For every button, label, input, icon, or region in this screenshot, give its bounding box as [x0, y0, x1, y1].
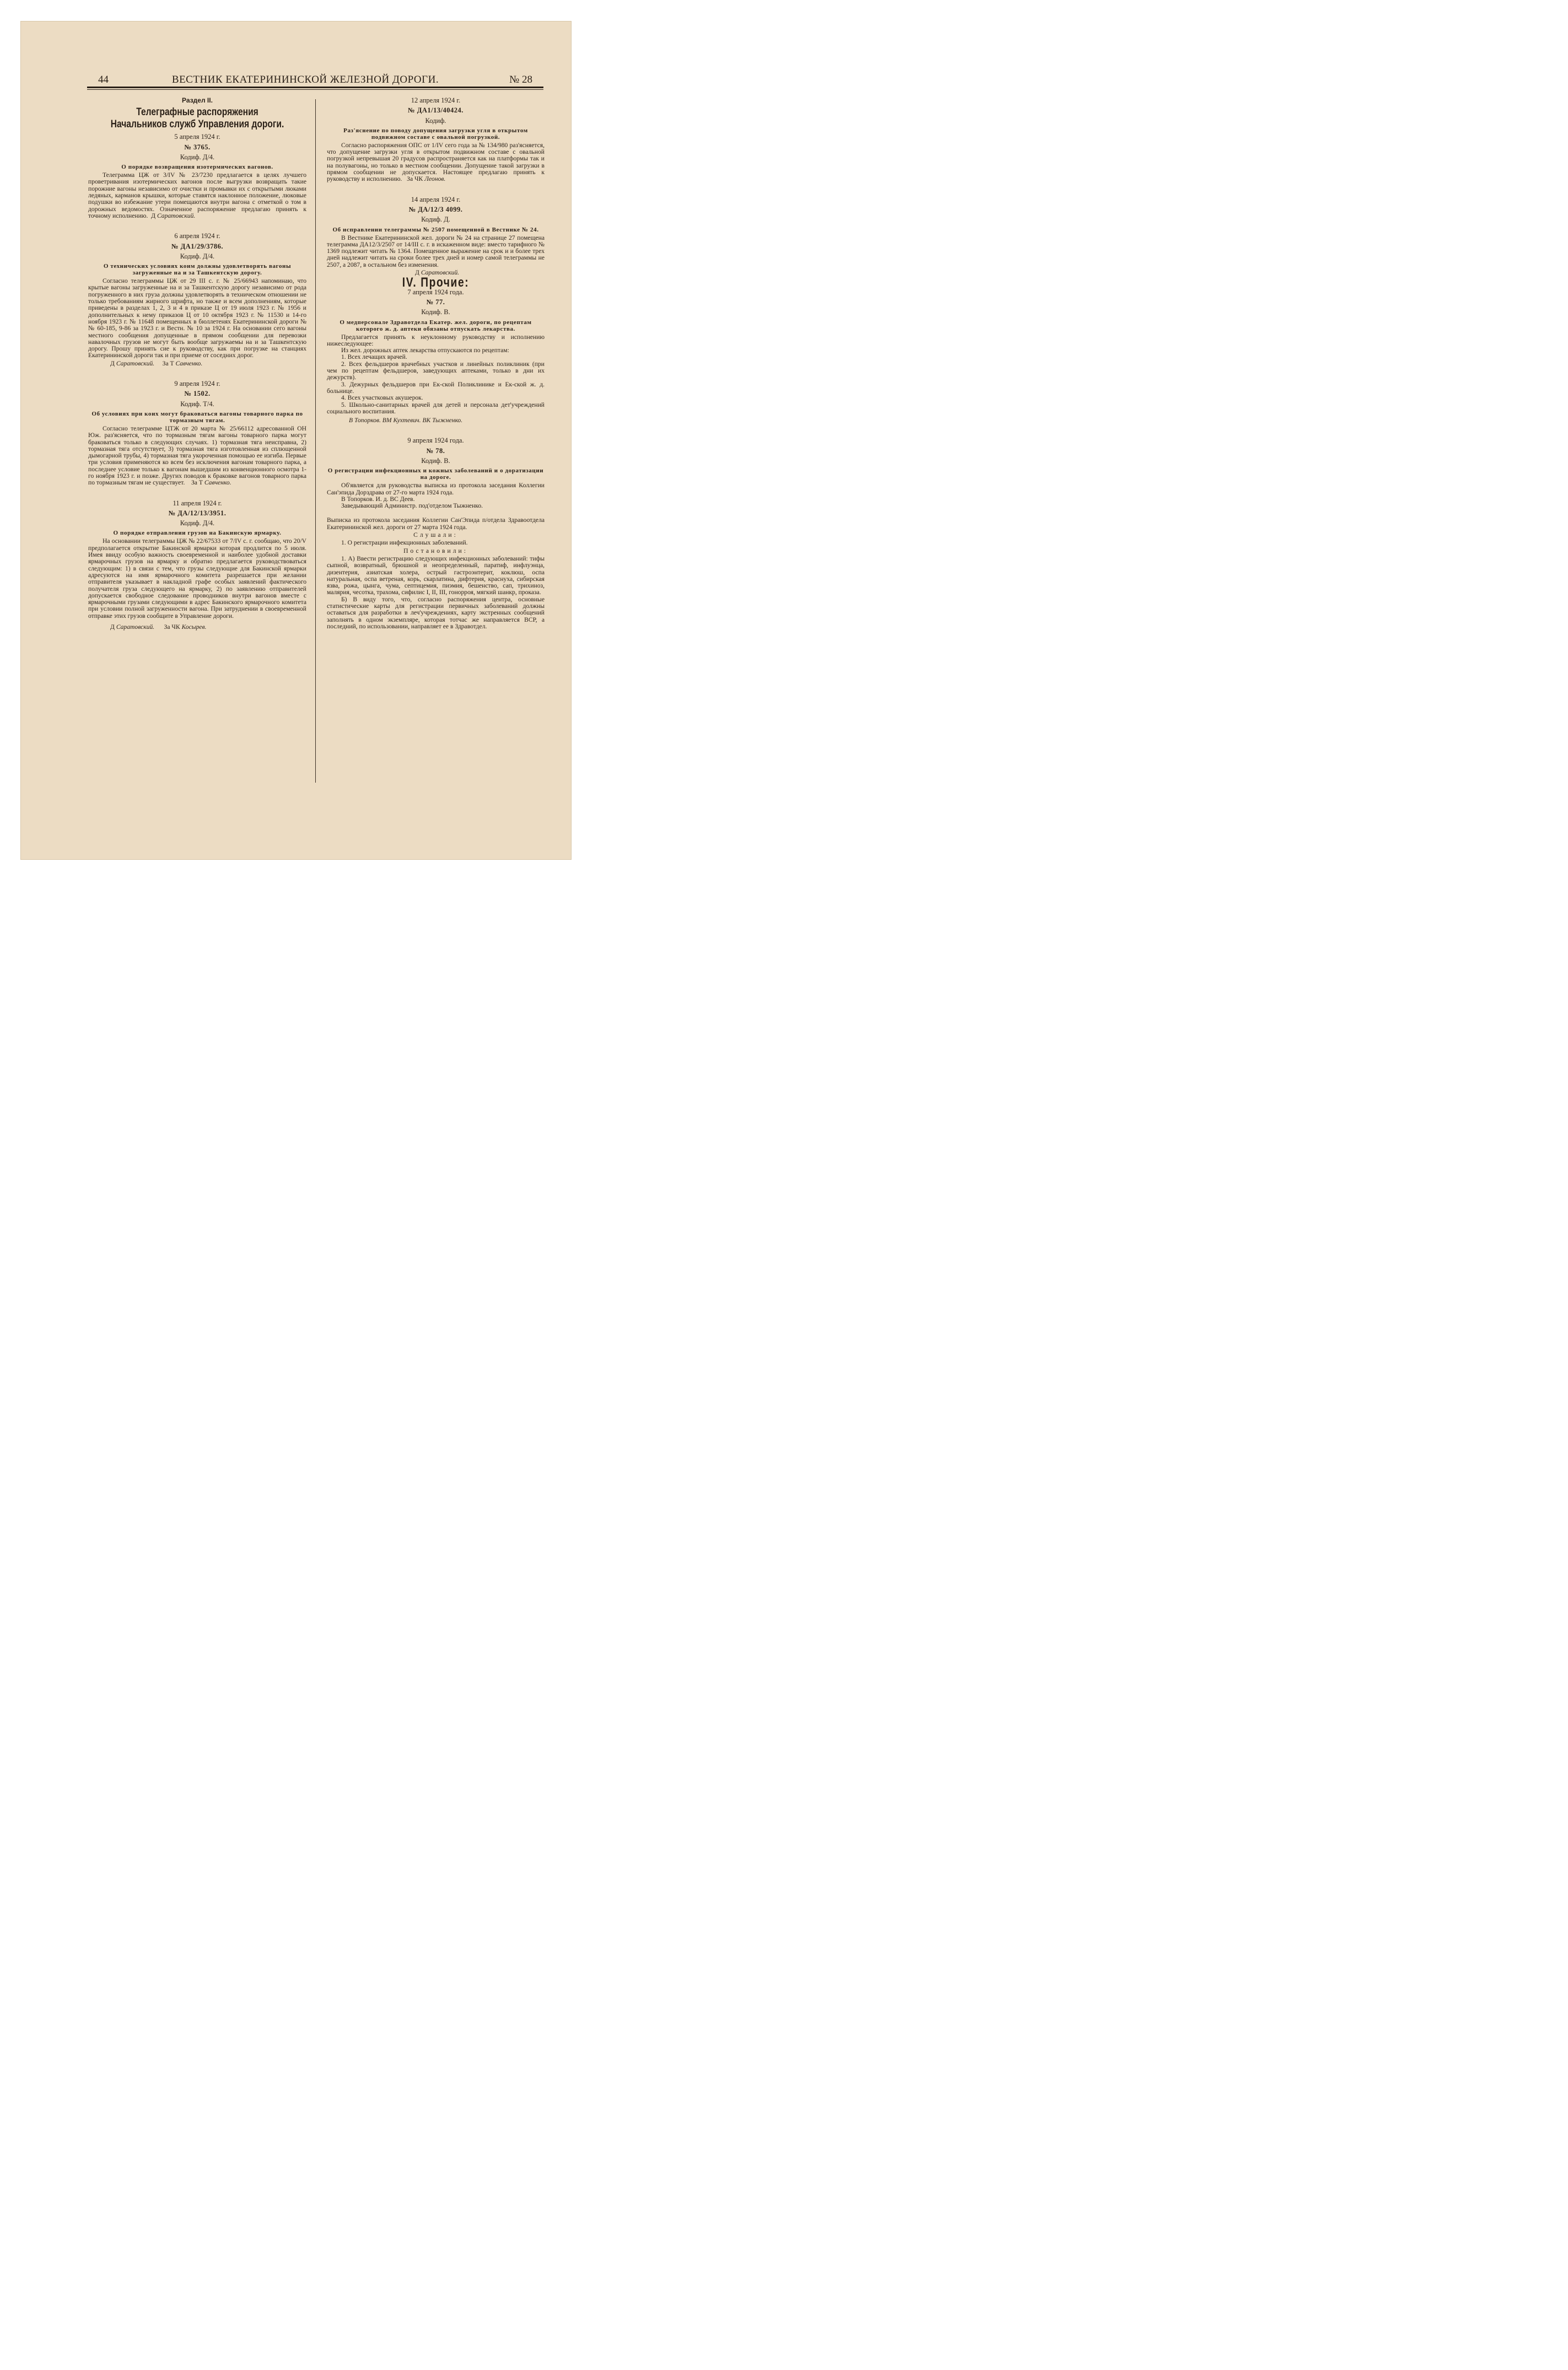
order-number: № 78. — [426, 446, 445, 455]
section-label: Раздел II. — [182, 96, 213, 104]
signature-line: Д Саратовский. — [415, 269, 460, 277]
header-rule-thin — [87, 89, 543, 90]
resolved-label: Постановили: — [403, 547, 468, 554]
signature: Саратовский. — [157, 212, 196, 219]
section-iv-title: IV. Прочие: — [402, 275, 470, 290]
order-entry — [327, 97, 545, 183]
header-rule — [87, 87, 543, 88]
journal-title: ВЕСТНИК ЕКАТЕРИНИНСКОЙ ЖЕЛЕЗНОЙ ДОРОГИ. — [171, 74, 439, 85]
order-intro: Предлагается принять к неуклонному руководству и исполнению нижеследующее: — [327, 333, 545, 347]
order-date: 9 апреля 1924 года. — [407, 437, 464, 445]
order-codif: Кодиф. В. — [421, 456, 450, 465]
order-number: № 77. — [426, 298, 445, 306]
order-date: 9 апреля 1924 г. — [174, 380, 220, 388]
order-subject: О технических условиях коим должны удовлетворять вагоны загруженные на и за Ташкентскую дорогу. — [103, 263, 292, 277]
signature-line: Д Саратовский. За Т Савченко. — [110, 359, 203, 367]
list-item: 5. Школьно-санитарных врачей для детей и персонала дет'учреждений социального воспитания. — [327, 401, 545, 415]
order-codif: Кодиф. Д. — [421, 216, 450, 224]
order-number: № ДА1/13/40424. — [408, 106, 464, 115]
signature-line: Д Саратовский. За ЧК Косырев. — [110, 623, 207, 631]
order-entry — [327, 437, 545, 630]
order-date: 7 апреля 1924 года. — [407, 288, 464, 296]
order-subject: Об условиях при коих могут браковаться вагоны товарного парка по тормазным тягам. — [91, 410, 303, 424]
order-body: Согласно телеграммы ЦЖ от 29 III с. г. № 25/66943 напоминаю, что крытые вагоны загруженные на и за Ташкентскую дорогу независимо от рода погруженного в них груза должны удовлетворять в техническом отношении не только требованиям жирного шрифта, но также и всем дополнениям, которые приведены в разделах 1, 2, 3 и 4 в приказе Ц от 19 июля 1923 г. № 1956 и дополнительных к нему приказов Ц от 10 октября 1923 г. № 11530 и 14-го ноября 1923 г. № 11648 помещенных в бюллетенях Екатерининской дороги №№ 60-185, 9-86 за 1923 г. и Вестн. № 10 за 1924 г. На основании сего вагоны местного сообщения допущенные в прямом сообщении для перевозки навалочных грузов не могут быть вообще загружаемы на и за Ташкентскую дорогу. Прошу принять сие к руководству, как при погрузке на станциях Екатерининской дороги так и при приеме от соседних дорог. — [88, 277, 306, 359]
order-body: Согласно телеграмме ЦТЖ от 20 марта № 25/66112 адресованной ОН Юж. раз'ясняется, что по тормазным тягам вагоны товарного парка могут браковаться только в следующих случаях. 1) тормазная тяга неисправна, 2) тормазная тяга отсутствует, 3) тормазная тяга изготовленная из сплющенной дымогарной трубы, 4) тормазная тяга укороченная помощью ее изгиба. Первые три условия применяются ко всем без исключения вагонам товарного парка, а последнее условие только к вагонам вышедшим из конвенционного осмотра 1-го ноября 1923 г. и позже. Других поводов к браковке вагонов товарного парка по тормазным тягам не существует. За Т Савченко. — [88, 424, 306, 487]
list-item: 4. Всех участковых акушерок. — [341, 394, 423, 402]
page-number: 44 — [98, 74, 109, 85]
order-number: № 3765. — [184, 143, 211, 151]
order-number: № ДА/12/3 4099. — [408, 205, 463, 213]
column-divider — [315, 99, 316, 783]
order-body: Согласно распоряжения ОПС от 1/IV сего года за № 134/980 раз'ясняется, что допущение загрузки угля в открытом подвижном составе с овальной погрузкой непревышая 20 градусов распространяется как на платформы так и на полувагоны, но только в местном сообщении. Допущение такой загрузки в прямом сообщении не допускается. Настоящее предлагаю принять к руководству и исполнению. За ЧК Леонов. — [327, 141, 545, 183]
order-date: 6 апреля 1924 г. — [174, 232, 220, 240]
order-subject: О медперсонале Здравотдела Екатер. жел. дороги, по рецептам которого ж. д. аптеки обязаны отпускать лекарства. — [340, 319, 532, 332]
order-codif: Кодиф. Д/4. — [180, 252, 215, 260]
order-codif: Кодиф. — [425, 116, 446, 125]
order-number: № ДА/12/13/3951. — [168, 509, 227, 517]
order-body: На основании телеграммы ЦЖ № 22/67533 от 7/IV с. г. сообщаю, что 20/V предполагается открытие Бакинской ярмарки которая продлится по 5 июля. Имея ввиду особую важность своевременной и наиболее удобной доставки ярмарочных грузов на ярмарку и обратно предлагается руководствоваться следующим: 1) в связи с тем, что грузы следующие для Бакинской ярмарки адресуются на имя ярмарочного комитета разрешается при желании отправителя указывает в накладной графе особых заявлений фактического получателя груза следующего на ярмарку, 2) по заявлению отправителей допускается свободное следование проводников внутри вагонов вместе с ярмарочными грузами следующими в адрес Бакинского ярмарочного комитета при условии полной загруженности вагона. При затруднении в своевременной отправке этих грузов сообщите в Управление дороги. — [88, 537, 306, 620]
order-entry — [88, 133, 306, 219]
signature-line: Заведывающий Администр. под'отделом Тыжненко. — [341, 502, 483, 510]
signature-line: В Топорков. И. д. ВС Деев. — [341, 495, 415, 503]
order-body: Телеграмма ЦЖ от 3/IV № 23/7230 предлагается в целях лучшего проветривания изотермических вагонов после выгрузки возвращать такие порожние вагоны независимо от очистки и промывки их с открытыми люками ледяных, карманов крышки, которые ставятся наклонное положение, люковые подушки во избежание утери помещаются внутри вагона с отметкой о том в дорожных ведомостях. Означенное распоряжение предлагаю принять к точному исполнению. Д Саратовский. — [88, 171, 306, 219]
order-entry — [327, 196, 545, 277]
order-number: № 1502. — [184, 390, 211, 398]
heard-label: Слушали: — [413, 531, 458, 539]
resolution-paragraph: Б) В виду того, что, согласно распоряжения центра, основные статистические карты для регистрации первичных заболеваний должны оставаться для разработки в леч'учреждениях, карту экстренных сообщений заполнять в одном экземпляре, которая тотчас же направляется ВСР, а последний, по использовании, направляет ее в Здравотдел. — [327, 595, 545, 630]
order-date: 14 апреля 1924 г. — [411, 195, 461, 203]
signature-line: В Топорков. ВМ Кухтевич. ВК Тыжненко. — [349, 417, 463, 424]
order-subject: Об исправлении телеграммы № 2507 помещенной в Вестнике № 24. — [332, 226, 539, 233]
order-subject: О регистрации инфекционных и кожных заболеваний и о доратизации на дороге. — [327, 467, 544, 481]
order-codif: Кодиф. Д/4. — [180, 153, 215, 161]
list-item: 3. Дежурных фельдшеров при Ек-ской Поликлинике и Ек-ской ж. д. больнице. — [327, 380, 545, 395]
resolution-paragraph: 1. А) Ввести регистрацию следующих инфекционных заболеваний: тифы сыпной, возвратный, брюшной и неопределенный, паратиф, инфлуэнца, дизентерия, азиатская холера, острый гастроэнтерит, коклюш, оспа натуральная, оспа ветреная, корь, скарлатина, дифтерия, краснуха, сибирская язва, рожа, цынга, чума, септицемия, пиэмия, бешенство, сап, трихиноз, малярия, чесотка, трахома, сифилис I, II, III, гонорроя, мягкий шанкр, проказа. — [327, 554, 545, 596]
order-subject: Раз'яснение по поводу допущения загрузки угля в открытом подвижном составе с овальной погрузкой. — [343, 127, 528, 141]
order-codif: Кодиф. В. — [421, 308, 450, 316]
order-date: 12 апреля 1924 г. — [411, 96, 461, 104]
extract-title: Выписка из протокола заседания Коллегии Сан'Эпида п/отдела Здравоотдела Екатерининской жел. дороги от 27 марта 1924 года. — [327, 516, 545, 531]
issue-number: № 28 — [509, 74, 532, 85]
signature: Леонов. — [424, 175, 446, 183]
heard-item: 1. О регистрации инфекционных заболеваний. — [341, 539, 468, 547]
order-subject: О порядке возвращения изотермических вагонов. — [121, 164, 273, 171]
order-codif: Кодиф. Т/4. — [180, 400, 214, 408]
order-lead: Из жел. дорожных аптек лекарства отпускаются по рецептам: — [341, 347, 509, 354]
order-number: № ДА1/29/3786. — [171, 242, 224, 250]
list-item: 1. Всех лечащих врачей. — [341, 353, 407, 361]
order-entry — [88, 233, 306, 367]
order-date: 11 апреля 1924 г. — [173, 499, 222, 507]
section-title: Телеграфные распоряжения Начальников служб Управления дороги. — [110, 106, 284, 131]
signature: Савченко. — [204, 479, 231, 487]
order-codif: Кодиф. Д/4. — [180, 519, 215, 527]
order-entry — [327, 289, 545, 424]
left-column — [88, 97, 306, 631]
order-subject: О порядке отправлении грузов на Бакинскую ярмарку. — [113, 530, 282, 537]
order-intro: Об'является для руководства выписка из протокола заседания Коллегии Сан'эпида Дорздрава от 27-го марта 1924 года. — [327, 482, 545, 496]
order-date: 5 апреля 1924 г. — [174, 133, 220, 141]
order-entry — [88, 380, 306, 487]
list-item: 2. Всех фельдшеров врачебных участков и линейных поликлиник (при чем по рецептам фельдшеров, заведующих аптеками, только в дни их дежурств). — [327, 360, 545, 381]
order-body: В Вестнике Екатерининской жел. дороги № 24 на странице 27 помещена телеграмма ДА12/3/2507 от 14/III с. г. в искаженном виде: вместо тарифного № 1369 подлежит читать № 1364. Помещенное выражение на срок и и более трех дней надлежит читать на сроки более трех дней и номер самой телеграммы не 2507, а 2087, в остальном без изменения. — [327, 234, 545, 268]
right-column — [327, 97, 545, 630]
order-entry — [88, 500, 306, 631]
